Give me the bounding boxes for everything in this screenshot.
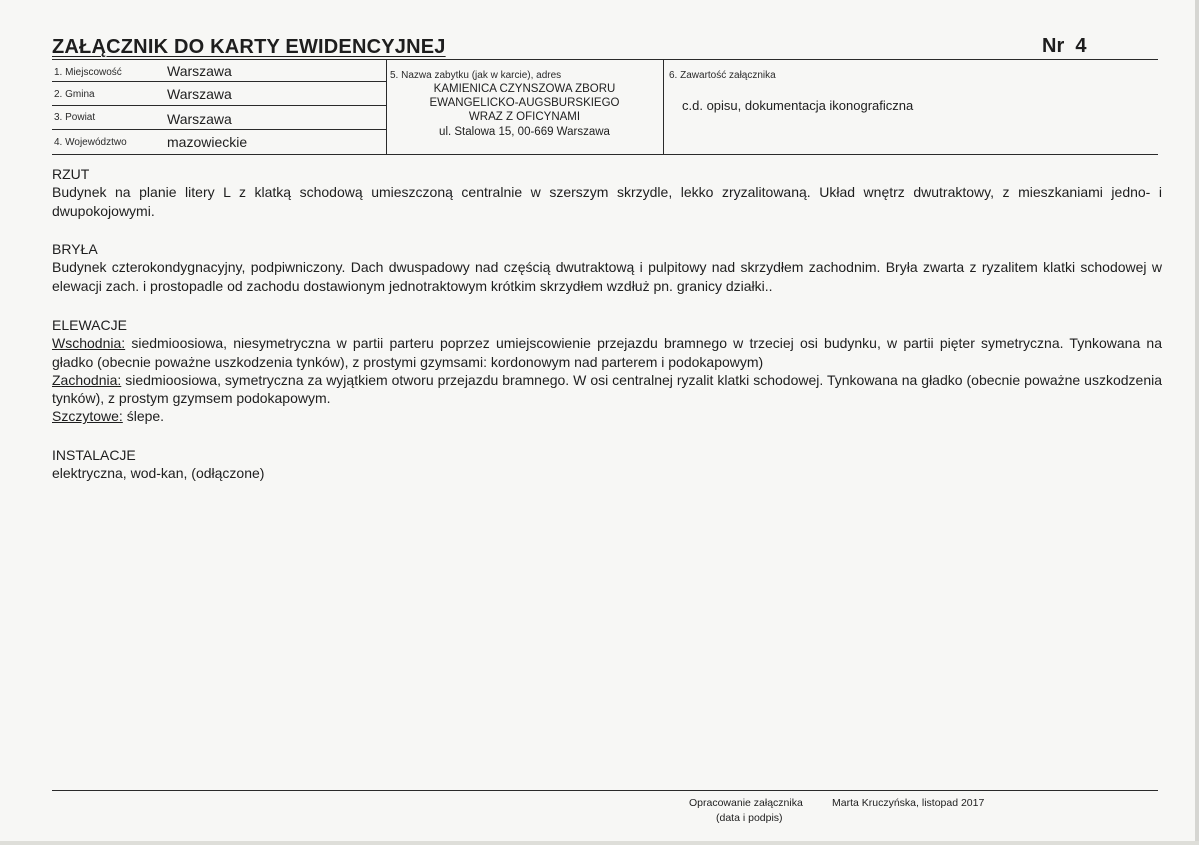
elewacja-wschodnia [52,334,1162,371]
section-bryla [52,240,1162,295]
section-heading: INSTALACJE [52,447,136,463]
page-edge-bottom [0,841,1199,845]
section-heading: ELEWACJE [52,317,127,333]
field-zawartosc [669,70,913,113]
section-instalacje [52,446,1162,483]
footer-author: Marta Kruczyńska, listopad 2017 [832,797,985,809]
field-label: 4. Województwo [54,137,127,148]
field-zabytek [387,66,662,139]
section-rzut [52,165,1162,220]
field-label: 3. Powiat [54,112,96,123]
elewacja-text: ślepe. [122,408,165,425]
field-value: Warszawa [167,111,232,127]
field-value: mazowieckie [167,134,248,150]
row-divider-2 [52,105,386,106]
footer-label: Opracowanie załącznika [689,797,803,809]
page-edge-right [1195,0,1199,845]
elewacja-zachodnia [52,371,1162,408]
row-divider-3 [52,129,386,130]
elewacja-label: Wschodnia: [52,335,126,352]
section-text: elektryczna, wod-kan, (odłączone) [52,465,265,482]
section-text: Budynek czterokondygnacyjny, podpiwniczony. Dach dwuspadowy nad częścią dwutraktową i pulpitowy nad skrzydłem zachodnim. Bryła zwarta z ryzalitem klatki schodowej w elewacji zach. i prostopadle od zachodu dostawionym jednotraktowym krótkim skrzydłem wzdłuż pn. granicy działki.. [52,259,1162,294]
zabytek-line: ul. Stalowa 15, 00-669 Warszawa [439,125,610,138]
elewacja-text: siedmioosiowa, symetryczna za wyjątkiem otworu przejazdu bramnego. W osi centralnej ryzalit klatki schodowej. Tynkowana na gładko (obecnie poważne uszkodzenia tynków), z prostym gzymsem podokapowym. [52,371,1162,407]
field-value: Warszawa [167,86,232,102]
page-title: ZAŁĄCZNIK DO KARTY EWIDENCYJNEJ [52,36,446,58]
section-heading: BRYŁA [52,241,98,257]
footer-rule [52,790,1158,791]
footer-sublabel: (data i podpis) [716,812,783,824]
zabytek-line: KAMIENICA CZYNSZOWA ZBORU [433,83,616,95]
field-label: 5. Nazwa zabytku (jak w karcie), adres [390,70,562,81]
section-text: Budynek na planie litery L z klatką schodową umieszczoną centralnie w szerszym skrzydle, lekko zryzalitowaną. Układ wnętrz dwutraktowy, z mieszkaniami jedno- i dwupokojowymi. [52,184,1162,219]
nr-label: Nr [1042,35,1065,57]
nr-value: 4 [1075,35,1087,57]
field-label: 2. Gmina [54,89,95,100]
header-top-rule [52,59,1158,60]
header-bottom-rule [52,154,1158,155]
elewacja-text: siedmioosiowa, niesymetryczna w partii parteru poprzez umiejscowienie przejazdu bramnego w trzeciej osi budynku, w partii pięter symetryczna. Tynkowana na gładko (obecnie poważne uszkodzenia tynków), z prostymi gzymsami: kordonowym nad parterem i podokapowym) [52,335,1162,370]
zabytek-line: EWANGELICKO-AUGSBURSKIEGO [429,97,620,110]
document-number [1042,35,1086,58]
elewacja-label: Szczytowe: [52,408,123,425]
field-label: 6. Zawartość załącznika [669,70,776,81]
col-divider-2 [663,59,664,154]
field-label: 1. Miejscowość [54,67,122,78]
elewacja-label: Zachodnia: [52,371,122,388]
section-elewacje [52,316,1162,426]
zabytek-line: WRAZ Z OFICYNAMI [468,111,581,124]
section-heading: RZUT [52,166,90,182]
field-value: Warszawa [167,63,232,79]
elewacja-szczytowe [52,407,1162,425]
field-value: c.d. opisu, dokumentacja ikonograficzna [682,98,914,113]
row-divider-1 [52,81,386,82]
